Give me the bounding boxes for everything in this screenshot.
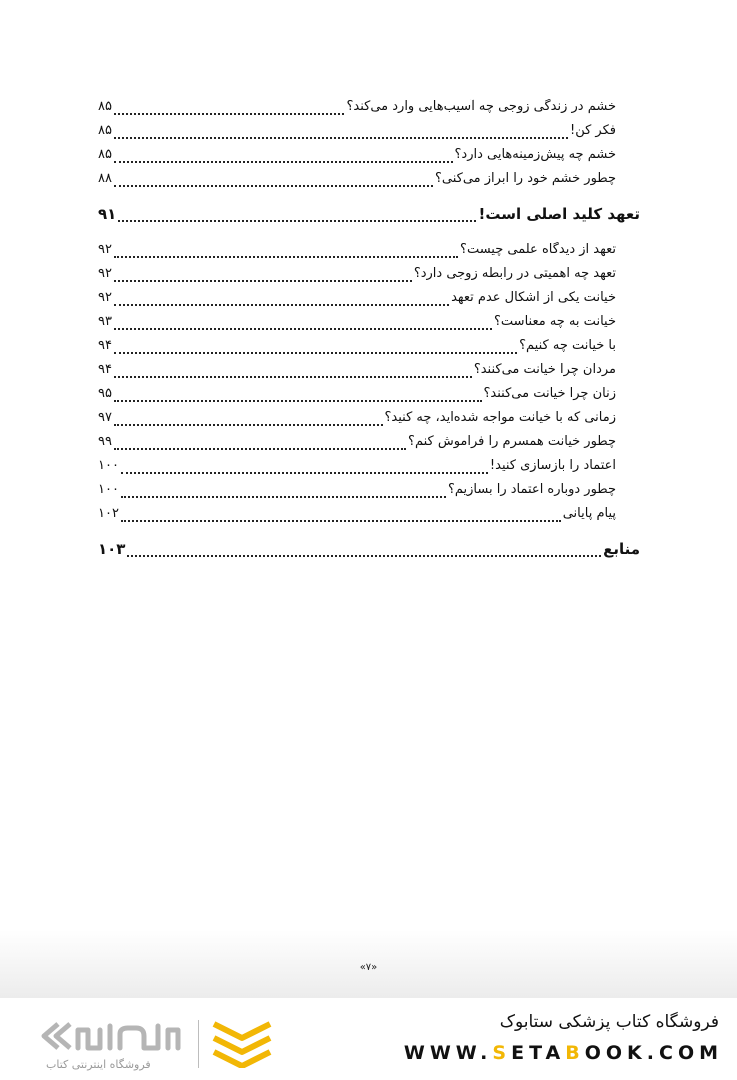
toc-entry bbox=[98, 434, 616, 454]
toc-entry-page: ۱۰۰ bbox=[98, 458, 119, 473]
page-number: «۷» bbox=[359, 962, 378, 973]
url-highlight: S bbox=[492, 1042, 512, 1064]
store-url bbox=[404, 1042, 723, 1064]
toc-entry bbox=[98, 314, 616, 334]
store-name: فروشگاه کتاب پزشکی ستابوک bbox=[499, 1012, 719, 1032]
dot-leader bbox=[114, 280, 412, 282]
toc-entry-title: پیام پایانی bbox=[562, 506, 616, 521]
dot-leader bbox=[114, 448, 406, 450]
toc-entry-page: ۹۲ bbox=[98, 290, 112, 305]
toc-entry-page: ۹۱ bbox=[98, 205, 117, 223]
toc-chapter-entry bbox=[98, 205, 640, 227]
toc-entry-title: چطور خیانت همسرم را فراموش کنم؟ bbox=[408, 434, 616, 449]
toc-entry-page: ۹۲ bbox=[98, 242, 112, 257]
toc-entry-title: زنان چرا خیانت می‌کنند؟ bbox=[483, 386, 616, 401]
toc-entry bbox=[98, 482, 616, 502]
toc-entry-page: ۱۰۳ bbox=[98, 540, 126, 558]
url-highlight: B bbox=[565, 1042, 585, 1064]
toc-entry-page: ۹۵ bbox=[98, 386, 112, 401]
dot-leader bbox=[121, 520, 561, 522]
toc-entry bbox=[98, 171, 616, 191]
toc-entry bbox=[98, 99, 616, 119]
setabook-logo bbox=[36, 1018, 186, 1062]
toc-entry-title: زمانی که با خیانت مواجه شده‌اید، چه کنید؟ bbox=[384, 410, 616, 425]
url-part: OOK.COM bbox=[584, 1042, 723, 1064]
toc-entry-page: ۹۹ bbox=[98, 434, 112, 449]
toc-entry-page: ۹۴ bbox=[98, 338, 112, 353]
toc-entry bbox=[98, 242, 616, 262]
toc-entry-page: ۸۵ bbox=[98, 99, 112, 114]
toc-entry-title: خیانت به چه معناست؟ bbox=[494, 314, 616, 329]
toc-entry-title: چطور دوباره اعتماد را بسازیم؟ bbox=[447, 482, 616, 497]
toc-entry-page: ۹۳ bbox=[98, 314, 112, 329]
toc-entry-title: فکر کن! bbox=[570, 123, 616, 138]
toc-entry bbox=[98, 338, 616, 358]
dot-leader bbox=[114, 304, 449, 306]
toc-entry-page: ۹۲ bbox=[98, 266, 112, 281]
toc-entry-title: با خیانت چه کنیم؟ bbox=[519, 338, 616, 353]
dot-leader bbox=[121, 472, 488, 474]
toc-entry bbox=[98, 362, 616, 382]
toc-entry bbox=[98, 290, 616, 310]
toc-entry bbox=[98, 123, 616, 143]
dot-leader bbox=[118, 220, 476, 222]
setabook-logo-wordmark-icon bbox=[36, 1018, 186, 1058]
dot-leader bbox=[114, 161, 453, 163]
toc-entry-page: ۱۰۲ bbox=[98, 506, 119, 521]
toc-entry-title: تعهد چه اهمیتی در رابطه زوجی دارد؟ bbox=[413, 266, 616, 281]
toc-entry-page: ۹۷ bbox=[98, 410, 112, 425]
toc-entry-title: مردان چرا خیانت می‌کنند؟ bbox=[473, 362, 616, 377]
dot-leader bbox=[121, 496, 446, 498]
toc-entry-title: چطور خشم خود را ابراز می‌کنی؟ bbox=[434, 171, 616, 186]
toc-entry-title: خشم چه پیش‌زمینه‌هایی دارد؟ bbox=[454, 147, 616, 162]
logo-tagline: فروشگاه اینترنتی کتاب bbox=[46, 1058, 151, 1071]
url-part: WWW. bbox=[403, 1042, 493, 1064]
dot-leader bbox=[114, 185, 433, 187]
toc-entry-title: خشم در زندگی زوجی چه آسیب‌هایی وارد می‌کند؟ bbox=[346, 99, 616, 114]
watermark-footer bbox=[0, 998, 737, 1080]
toc-entry-page: ۹۴ bbox=[98, 362, 112, 377]
toc-entry bbox=[98, 458, 616, 478]
toc-entry-page: ۸۵ bbox=[98, 147, 112, 162]
toc-entry bbox=[98, 506, 616, 526]
dot-leader bbox=[114, 328, 492, 330]
dot-leader bbox=[114, 376, 472, 378]
logo-divider bbox=[198, 1020, 199, 1068]
dot-leader bbox=[114, 352, 517, 354]
dot-leader bbox=[114, 137, 568, 139]
toc-entry bbox=[98, 266, 616, 286]
toc-entry-title: اعتماد را بازسازی کنید! bbox=[489, 458, 616, 473]
setabook-chevrons-icon bbox=[210, 1018, 274, 1072]
toc-entry-page: ۸۸ bbox=[98, 171, 112, 186]
toc-entry-title: خیانت یکی از اشکال عدم تعهد bbox=[451, 290, 616, 305]
dot-leader bbox=[114, 256, 458, 258]
url-part: ETA bbox=[511, 1042, 566, 1064]
toc-entry-page: ۸۵ bbox=[98, 123, 112, 138]
toc-entry bbox=[98, 147, 616, 167]
toc-entry bbox=[98, 410, 616, 430]
dot-leader bbox=[114, 113, 345, 115]
toc-entry bbox=[98, 386, 616, 406]
toc-chapter-entry bbox=[98, 540, 640, 562]
dot-leader bbox=[114, 424, 383, 426]
dot-leader bbox=[127, 555, 601, 557]
toc-entry-title: تعهد کلید اصلی است! bbox=[478, 205, 640, 223]
dot-leader bbox=[114, 400, 482, 402]
toc-entry-title: تعهد از دیدگاه علمی چیست؟ bbox=[460, 242, 616, 257]
toc-entry-page: ۱۰۰ bbox=[98, 482, 119, 497]
toc-entry-title: منابع bbox=[603, 540, 640, 558]
